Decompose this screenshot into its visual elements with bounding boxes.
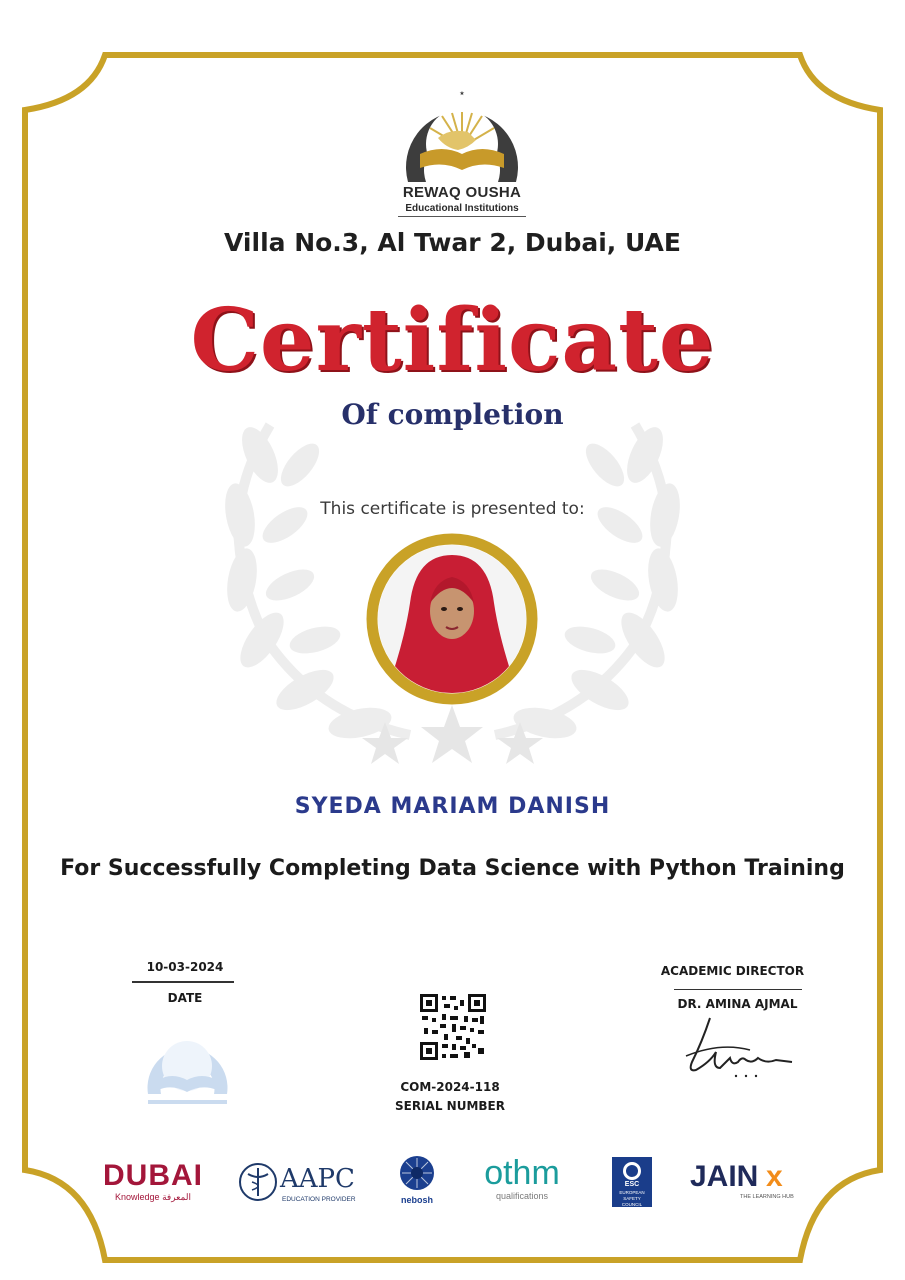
othm-logo	[472, 1155, 572, 1205]
achievement-text: For Successfully Completing Data Science with Python Training	[60, 856, 845, 881]
othm-logo-sub: qualifications	[495, 1191, 549, 1201]
serial-number-value: COM-2024-118	[400, 1080, 500, 1094]
esc-shield-icon	[622, 1161, 642, 1181]
logo-divider	[398, 216, 526, 217]
organization-subtitle: Educational Institutions	[405, 203, 519, 214]
director-rule	[674, 989, 802, 990]
rewaq-ousha-logo	[398, 82, 526, 186]
recipient-name: SYEDA MARIAM DANISH	[294, 794, 611, 819]
director-title: ACADEMIC DIRECTOR	[660, 964, 805, 978]
date-label: DATE	[167, 991, 203, 1005]
aapc-logo-sub: EDUCATION PROVIDER	[282, 1196, 356, 1203]
dubai-logo-sub: Knowledge المعرفة	[115, 1192, 191, 1202]
faded-seal-logo	[140, 1020, 235, 1110]
address: Villa No.3, Al Twar 2, Dubai, UAE	[224, 228, 681, 257]
date-rule	[132, 981, 234, 983]
director-name: DR. AMINA AJMAL	[677, 997, 798, 1011]
dubai-logo-text: DUBAI	[103, 1159, 203, 1192]
nebosh-logo-text: nebosh	[400, 1195, 433, 1205]
jain-logo-x: x	[766, 1160, 783, 1193]
esc-logo-text: ESC	[624, 1181, 640, 1188]
dubai-knowledge-logo	[103, 1160, 203, 1210]
organization-name: REWAQ OUSHA	[402, 184, 522, 201]
esc-logo-sub: EUROPEAN SAFETY COUNCIL	[619, 1190, 645, 1207]
signature-icon	[680, 1012, 800, 1084]
jain-logo-text: JAIN	[690, 1160, 759, 1193]
nebosh-logo	[396, 1155, 438, 1211]
jain-logo-sub: THE LEARNING HUB	[740, 1194, 794, 1200]
nebosh-globe-icon	[399, 1155, 435, 1191]
certificate-title: Certificate	[190, 290, 715, 391]
jainx-logo	[690, 1160, 810, 1204]
aapc-logo-text: AAPC	[280, 1164, 355, 1194]
certificate-subtitle: Of completion	[341, 398, 564, 431]
aapc-logo	[238, 1160, 363, 1208]
date-value: 10-03-2024	[146, 960, 224, 974]
presented-text: This certificate is presented to:	[320, 499, 585, 519]
qr-code-icon	[420, 994, 486, 1060]
serial-number-label: SERIAL NUMBER	[395, 1099, 505, 1113]
esc-logo	[612, 1157, 652, 1207]
recipient-photo	[366, 533, 538, 705]
caduceus-icon	[238, 1162, 278, 1202]
othm-logo-text: othm	[484, 1154, 560, 1192]
svg-text:٭: ٭	[459, 88, 465, 99]
